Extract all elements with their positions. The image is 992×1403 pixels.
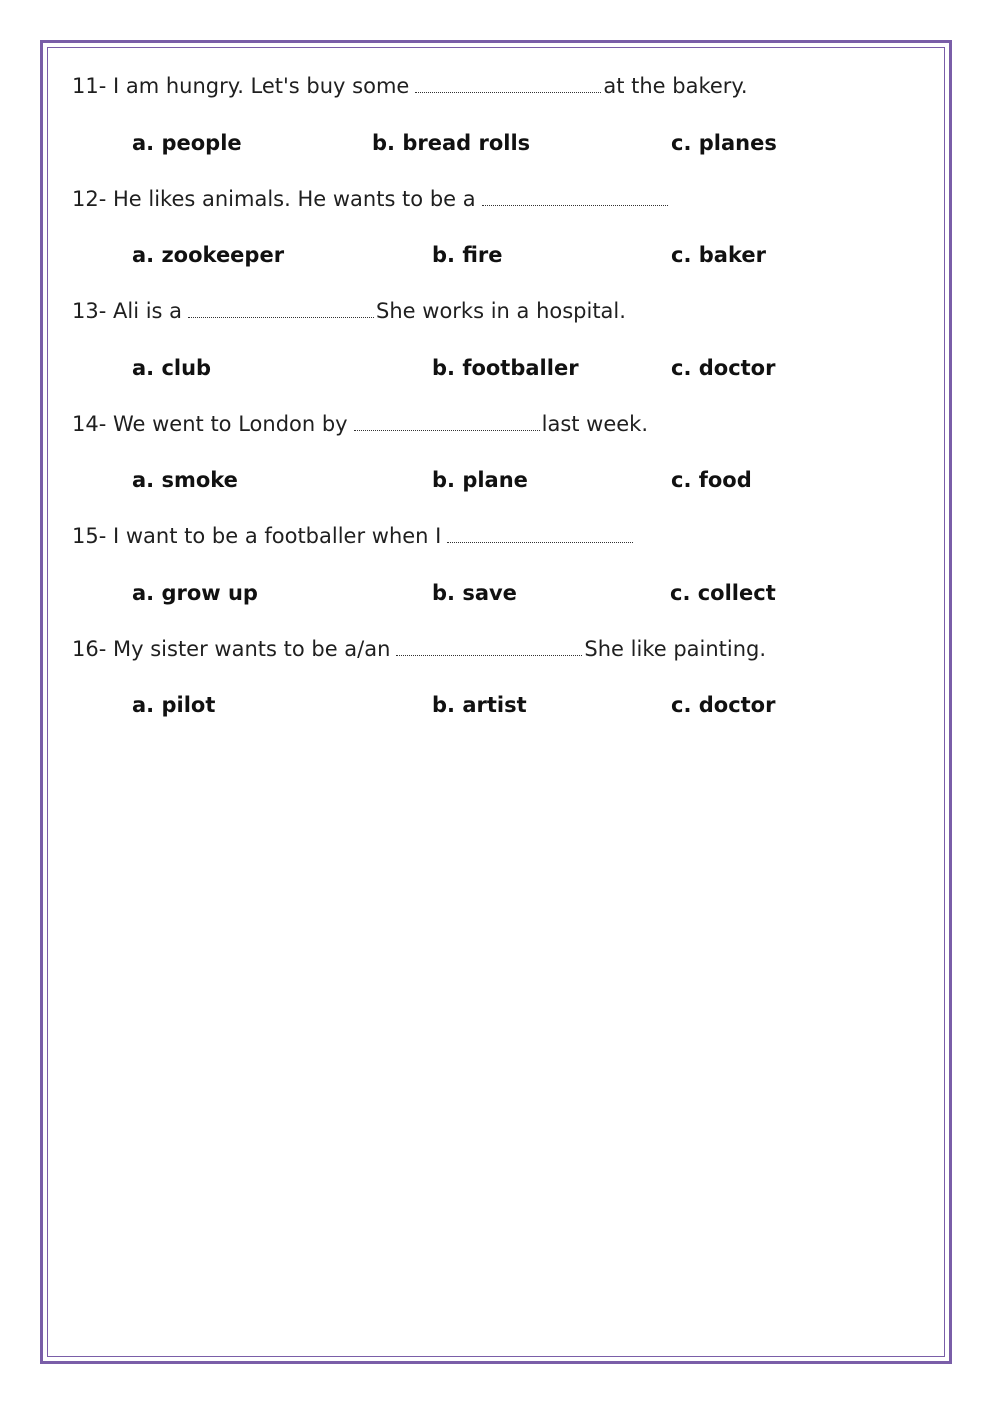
question-text-before: I want to be a footballer when I: [113, 524, 442, 548]
option-b[interactable]: b. fire: [432, 243, 503, 267]
question-number: 12-: [72, 187, 107, 211]
option-c[interactable]: c. doctor: [671, 356, 776, 380]
option-c[interactable]: c. food: [671, 468, 752, 492]
question-11: [72, 72, 748, 100]
question-text-after: last week.: [541, 412, 649, 436]
answer-blank[interactable]: [482, 187, 668, 206]
option-b[interactable]: b. artist: [432, 693, 527, 717]
option-b[interactable]: b. plane: [432, 468, 528, 492]
option-c[interactable]: c. planes: [671, 131, 777, 155]
question-text-after: at the bakery.: [603, 74, 748, 98]
option-b[interactable]: b. footballer: [432, 356, 579, 380]
answer-blank[interactable]: [188, 299, 374, 318]
question-text-before: Ali is a: [113, 299, 183, 323]
option-a[interactable]: a. zookeeper: [132, 243, 285, 267]
answer-blank[interactable]: [447, 524, 633, 543]
question-text-after: She works in a hospital.: [376, 299, 626, 323]
option-b[interactable]: b. save: [432, 581, 517, 605]
answer-blank[interactable]: [415, 74, 601, 93]
question-text-before: He likes animals. He wants to be a: [113, 187, 476, 211]
option-b[interactable]: b. bread rolls: [372, 131, 531, 155]
option-a[interactable]: a. smoke: [132, 468, 238, 492]
question-text-after: She like painting.: [584, 637, 767, 661]
question-text-before: We went to London by: [113, 412, 348, 436]
option-a[interactable]: a. club: [132, 356, 212, 380]
question-16: [72, 635, 766, 663]
question-12: [72, 185, 670, 213]
question-number: 14-: [72, 412, 107, 436]
question-number: 13-: [72, 299, 107, 323]
question-number: 11-: [72, 74, 107, 98]
option-a[interactable]: a. grow up: [132, 581, 258, 605]
answer-blank[interactable]: [354, 412, 540, 431]
question-number: 15-: [72, 524, 107, 548]
question-14: [72, 410, 648, 438]
option-c[interactable]: c. collect: [670, 581, 776, 605]
option-c[interactable]: c. baker: [671, 243, 766, 267]
question-13: [72, 297, 626, 325]
question-number: 16-: [72, 637, 107, 661]
question-15: [72, 522, 635, 550]
option-a[interactable]: a. people: [132, 131, 242, 155]
option-a[interactable]: a. pilot: [132, 693, 216, 717]
option-c[interactable]: c. doctor: [671, 693, 776, 717]
question-text-before: My sister wants to be a/an: [113, 637, 391, 661]
answer-blank[interactable]: [396, 637, 582, 656]
question-text-before: I am hungry. Let's buy some: [113, 74, 410, 98]
